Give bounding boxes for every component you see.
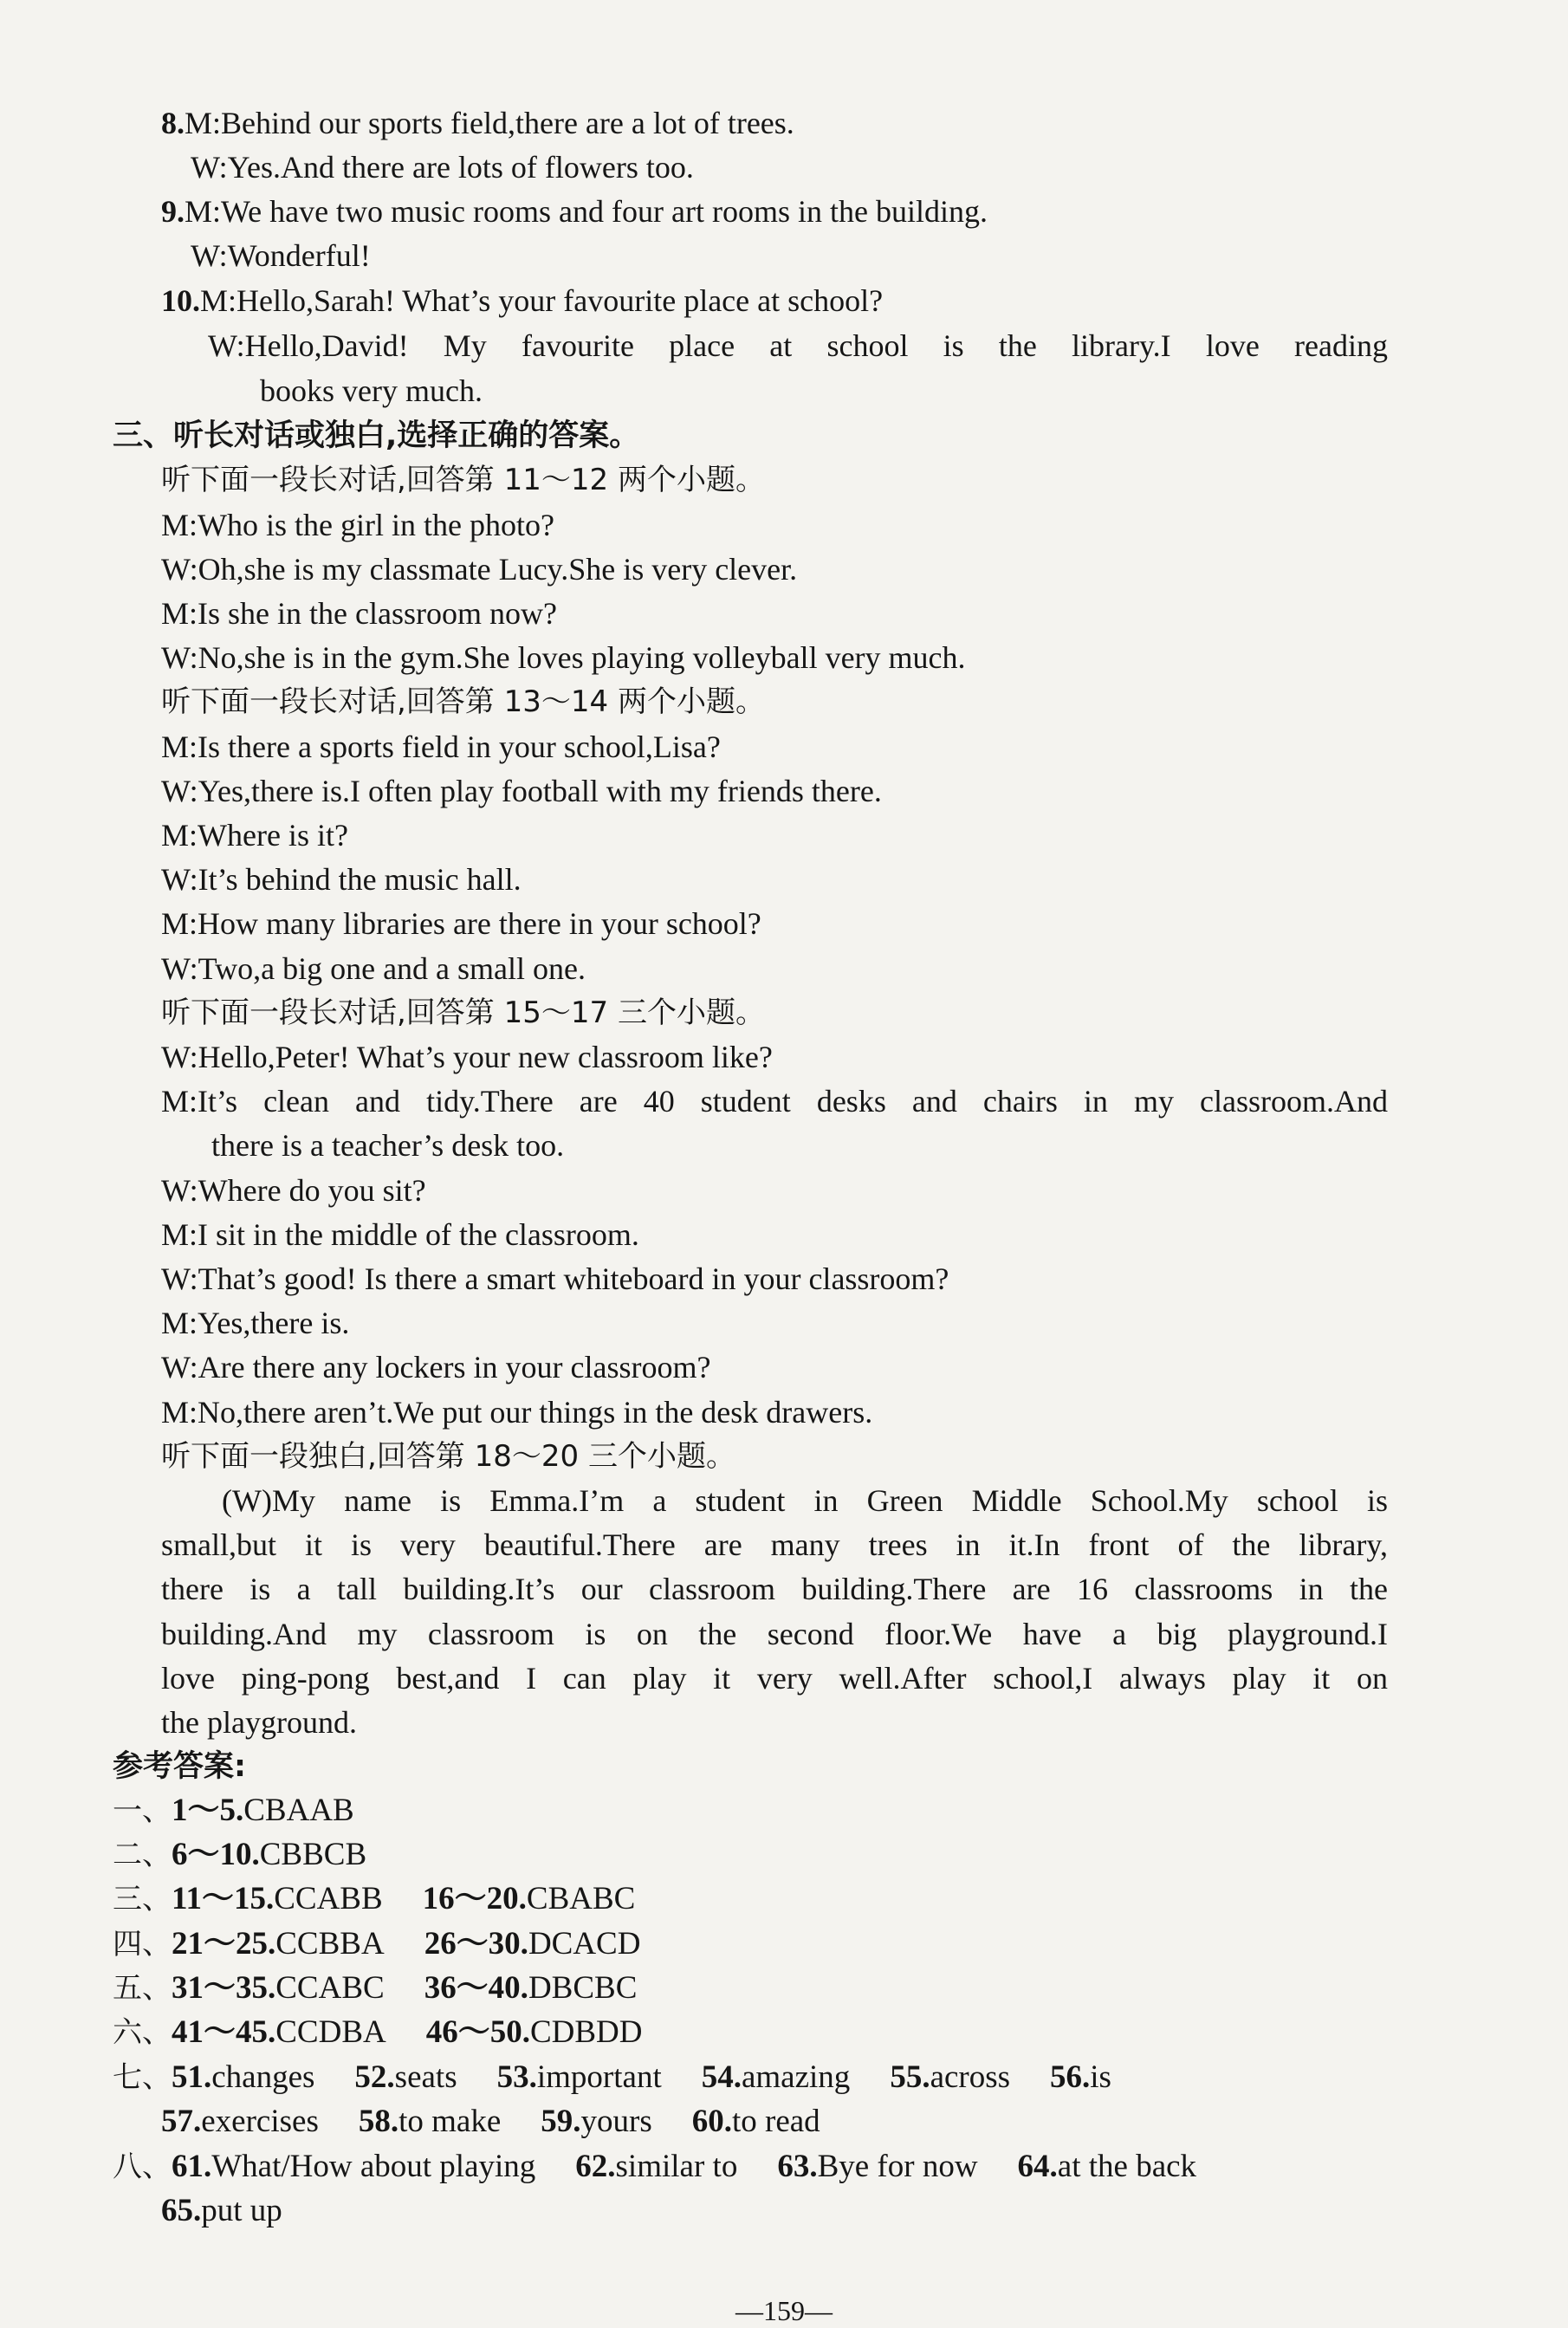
answer-prefix: 二、 [113,1838,172,1872]
answer-value: CBABC [526,1881,636,1916]
answer-value: amazing [741,2059,851,2095]
answer-range: 11～15. [172,1881,275,1916]
answer-value: CCDBA [275,2014,386,2050]
answer-range: 64. [1017,2149,1058,2184]
answer-value: across [930,2059,1011,2095]
dialog-line: W:Hello,Peter! What’s your new classroom like? [161,1040,773,1074]
dialog-text: W:Hello,David! My favourite place at school is the library.I love reading [208,328,1388,363]
answer-value: to make [398,2104,502,2139]
answer-row [113,1836,366,1874]
answer-row [113,2059,1111,2097]
answer-value: CCABB [274,1881,383,1916]
dialog-line [161,104,794,142]
answer-value: yours [580,2104,652,2139]
monologue-line: the playground. [161,1705,357,1740]
answer-range: 55. [890,2059,930,2095]
monologue-line [161,1615,1388,1653]
answer-value: CBAAB [243,1793,354,1828]
answer-value: to read [731,2104,820,2139]
answer-range: 54. [701,2059,742,2095]
answer-range: 62. [575,2149,616,2184]
answer-row [161,2192,282,2230]
dialog-line: M:Where is it? [161,818,348,853]
answer-value: changes [211,2059,315,2095]
answers-title: 参考答案: [113,1749,246,1784]
monologue-text: (W)My name is Emma.I’m a student in Green Middle School.My school is [222,1483,1388,1518]
answer-prefix: 八、 [113,2150,172,2184]
answer-range: 21～25. [172,1926,276,1962]
answer-value: CCABC [275,1970,385,2006]
answer-range: 58. [358,2104,399,2139]
answer-value: exercises [201,2104,319,2139]
answer-prefix: 四、 [113,1927,172,1962]
answer-row [113,2013,643,2052]
question-number: 8. [161,106,185,140]
answer-range: 61. [172,2149,212,2184]
answer-range: 31～35. [172,1970,276,2006]
dialog-line: W:Oh,she is my classmate Lucy.She is very clever. [161,552,798,587]
answer-value: similar to [615,2149,738,2184]
answer-range: 36～40. [424,1970,528,2006]
answer-row [113,1925,640,1963]
answer-range: 59. [541,2104,581,2139]
dialog-line [191,148,694,186]
answer-value: CCBBA [275,1926,385,1962]
monologue-line [161,1526,1388,1564]
answer-prefix: 五、 [113,1971,172,2006]
dialog-line: M:Who is the girl in the photo? [161,508,554,542]
answer-range: 56. [1050,2059,1091,2095]
dialog-line: there is a teacher’s desk too. [211,1128,565,1163]
dialog-text: M:We have two music rooms and four art rooms in the building. [185,194,988,229]
monologue-line [161,1659,1388,1697]
dialog-text: books very much. [260,373,483,408]
question-number: 9. [161,194,185,229]
answer-value: CDBDD [529,2014,643,2050]
answer-value: Bye for now [817,2149,978,2184]
answer-value: seats [394,2059,457,2095]
listening-instruction: 听下面一段长对话,回答第 11～12 两个小题。 [161,463,765,497]
answer-row [113,2148,1196,2186]
answer-value: is [1090,2059,1111,2095]
answer-prefix: 一、 [113,1793,172,1828]
answer-row [113,1969,637,2007]
answer-value: CBBCB [259,1837,367,1872]
answer-prefix: 六、 [113,2015,172,2050]
answer-prefix: 七、 [113,2060,172,2095]
answer-row [113,1880,635,1918]
answer-range: 46～50. [425,2014,530,2050]
answer-range: 51. [172,2059,212,2095]
monologue-text: small,but it is very beautiful.There are many trees in it.In front of the library, [161,1527,1388,1562]
answer-range: 41～45. [172,2014,276,2050]
dialog-line: M:Is there a sports field in your school,Lisa? [161,730,721,764]
dialog-text: M:Behind our sports field,there are a lot of trees. [185,106,794,140]
dialog-line [191,237,371,275]
dialog-line: M:Is she in the classroom now? [161,596,557,631]
dialog-line: M:How many libraries are there in your school? [161,906,761,941]
monologue-text: love ping-pong best,and I can play it very well.After school,I always play it on [161,1661,1388,1696]
dialog-line: W:It’s behind the music hall. [161,862,522,897]
monologue-text: there is a tall building.It’s our classroom building.There are 16 classrooms in the [161,1572,1388,1606]
dialog-line: M:Yes,there is. [161,1306,350,1340]
answer-range: 16～20. [422,1881,527,1916]
dialog-text: W:Yes.And there are lots of flowers too. [191,150,694,185]
listening-instruction: 听下面一段独白,回答第 18～20 三个小题。 [161,1439,735,1474]
answer-range: 53. [496,2059,537,2095]
dialog-line: M:I sit in the middle of the classroom. [161,1217,639,1252]
dialog-line [260,372,483,410]
answer-value: DBCBC [528,1970,638,2006]
listening-instruction: 听下面一段长对话,回答第 13～14 两个小题。 [161,684,765,719]
dialog-line [208,327,1388,365]
monologue-text: building.And my classroom is on the second floor.We have a big playground.I [161,1617,1388,1651]
answer-row [113,1792,354,1830]
dialog-line [161,282,883,320]
dialog-line: W:Where do you sit? [161,1173,426,1208]
answer-range: 52. [354,2059,395,2095]
dialog-line: M:No,there aren’t.We put our things in the desk drawers. [161,1395,873,1430]
answer-value: DCACD [528,1926,641,1962]
answer-range: 26～30. [424,1926,528,1962]
answer-range: 65. [161,2193,202,2228]
listening-instruction: 听下面一段长对话,回答第 15～17 三个小题。 [161,995,765,1030]
answer-value: at the back [1057,2149,1197,2184]
dialog-line [161,1082,1388,1120]
answer-range: 63. [777,2149,818,2184]
answer-range: 57. [161,2104,202,2139]
question-number: 10. [161,283,200,318]
dialog-line: W:That’s good! Is there a smart whiteboard in your classroom? [161,1261,949,1296]
dialog-line: W:No,she is in the gym.She loves playing volleyball very much. [161,640,966,675]
dialog-line: W:Yes,there is.I often play football with my friends there. [161,774,882,808]
answer-value: What/How about playing [211,2149,536,2184]
answer-row [161,2103,820,2141]
answer-value: put up [201,2193,282,2228]
answer-range: 6～10. [172,1837,260,1872]
dialog-line [161,192,988,230]
dialog-text: M:It’s clean and tidy.There are 40 student desks and chairs in my classroom.And [161,1084,1388,1119]
answer-value: important [536,2059,662,2095]
dialog-line: W:Two,a big one and a small one. [161,951,586,986]
answer-range: 60. [691,2104,732,2139]
monologue-line [161,1570,1388,1608]
dialog-text: M:Hello,Sarah! What’s your favourite place at school? [200,283,884,318]
answer-prefix: 三、 [113,1882,172,1916]
dialog-line: W:Are there any lockers in your classroom? [161,1350,711,1384]
page-number: —159— [735,2295,833,2326]
section-title: 三、听长对话或独白,选择正确的答案。 [113,418,640,453]
answer-range: 1～5. [172,1793,244,1828]
dialog-text: W:Wonderful! [191,238,371,273]
monologue-line [222,1482,1388,1520]
